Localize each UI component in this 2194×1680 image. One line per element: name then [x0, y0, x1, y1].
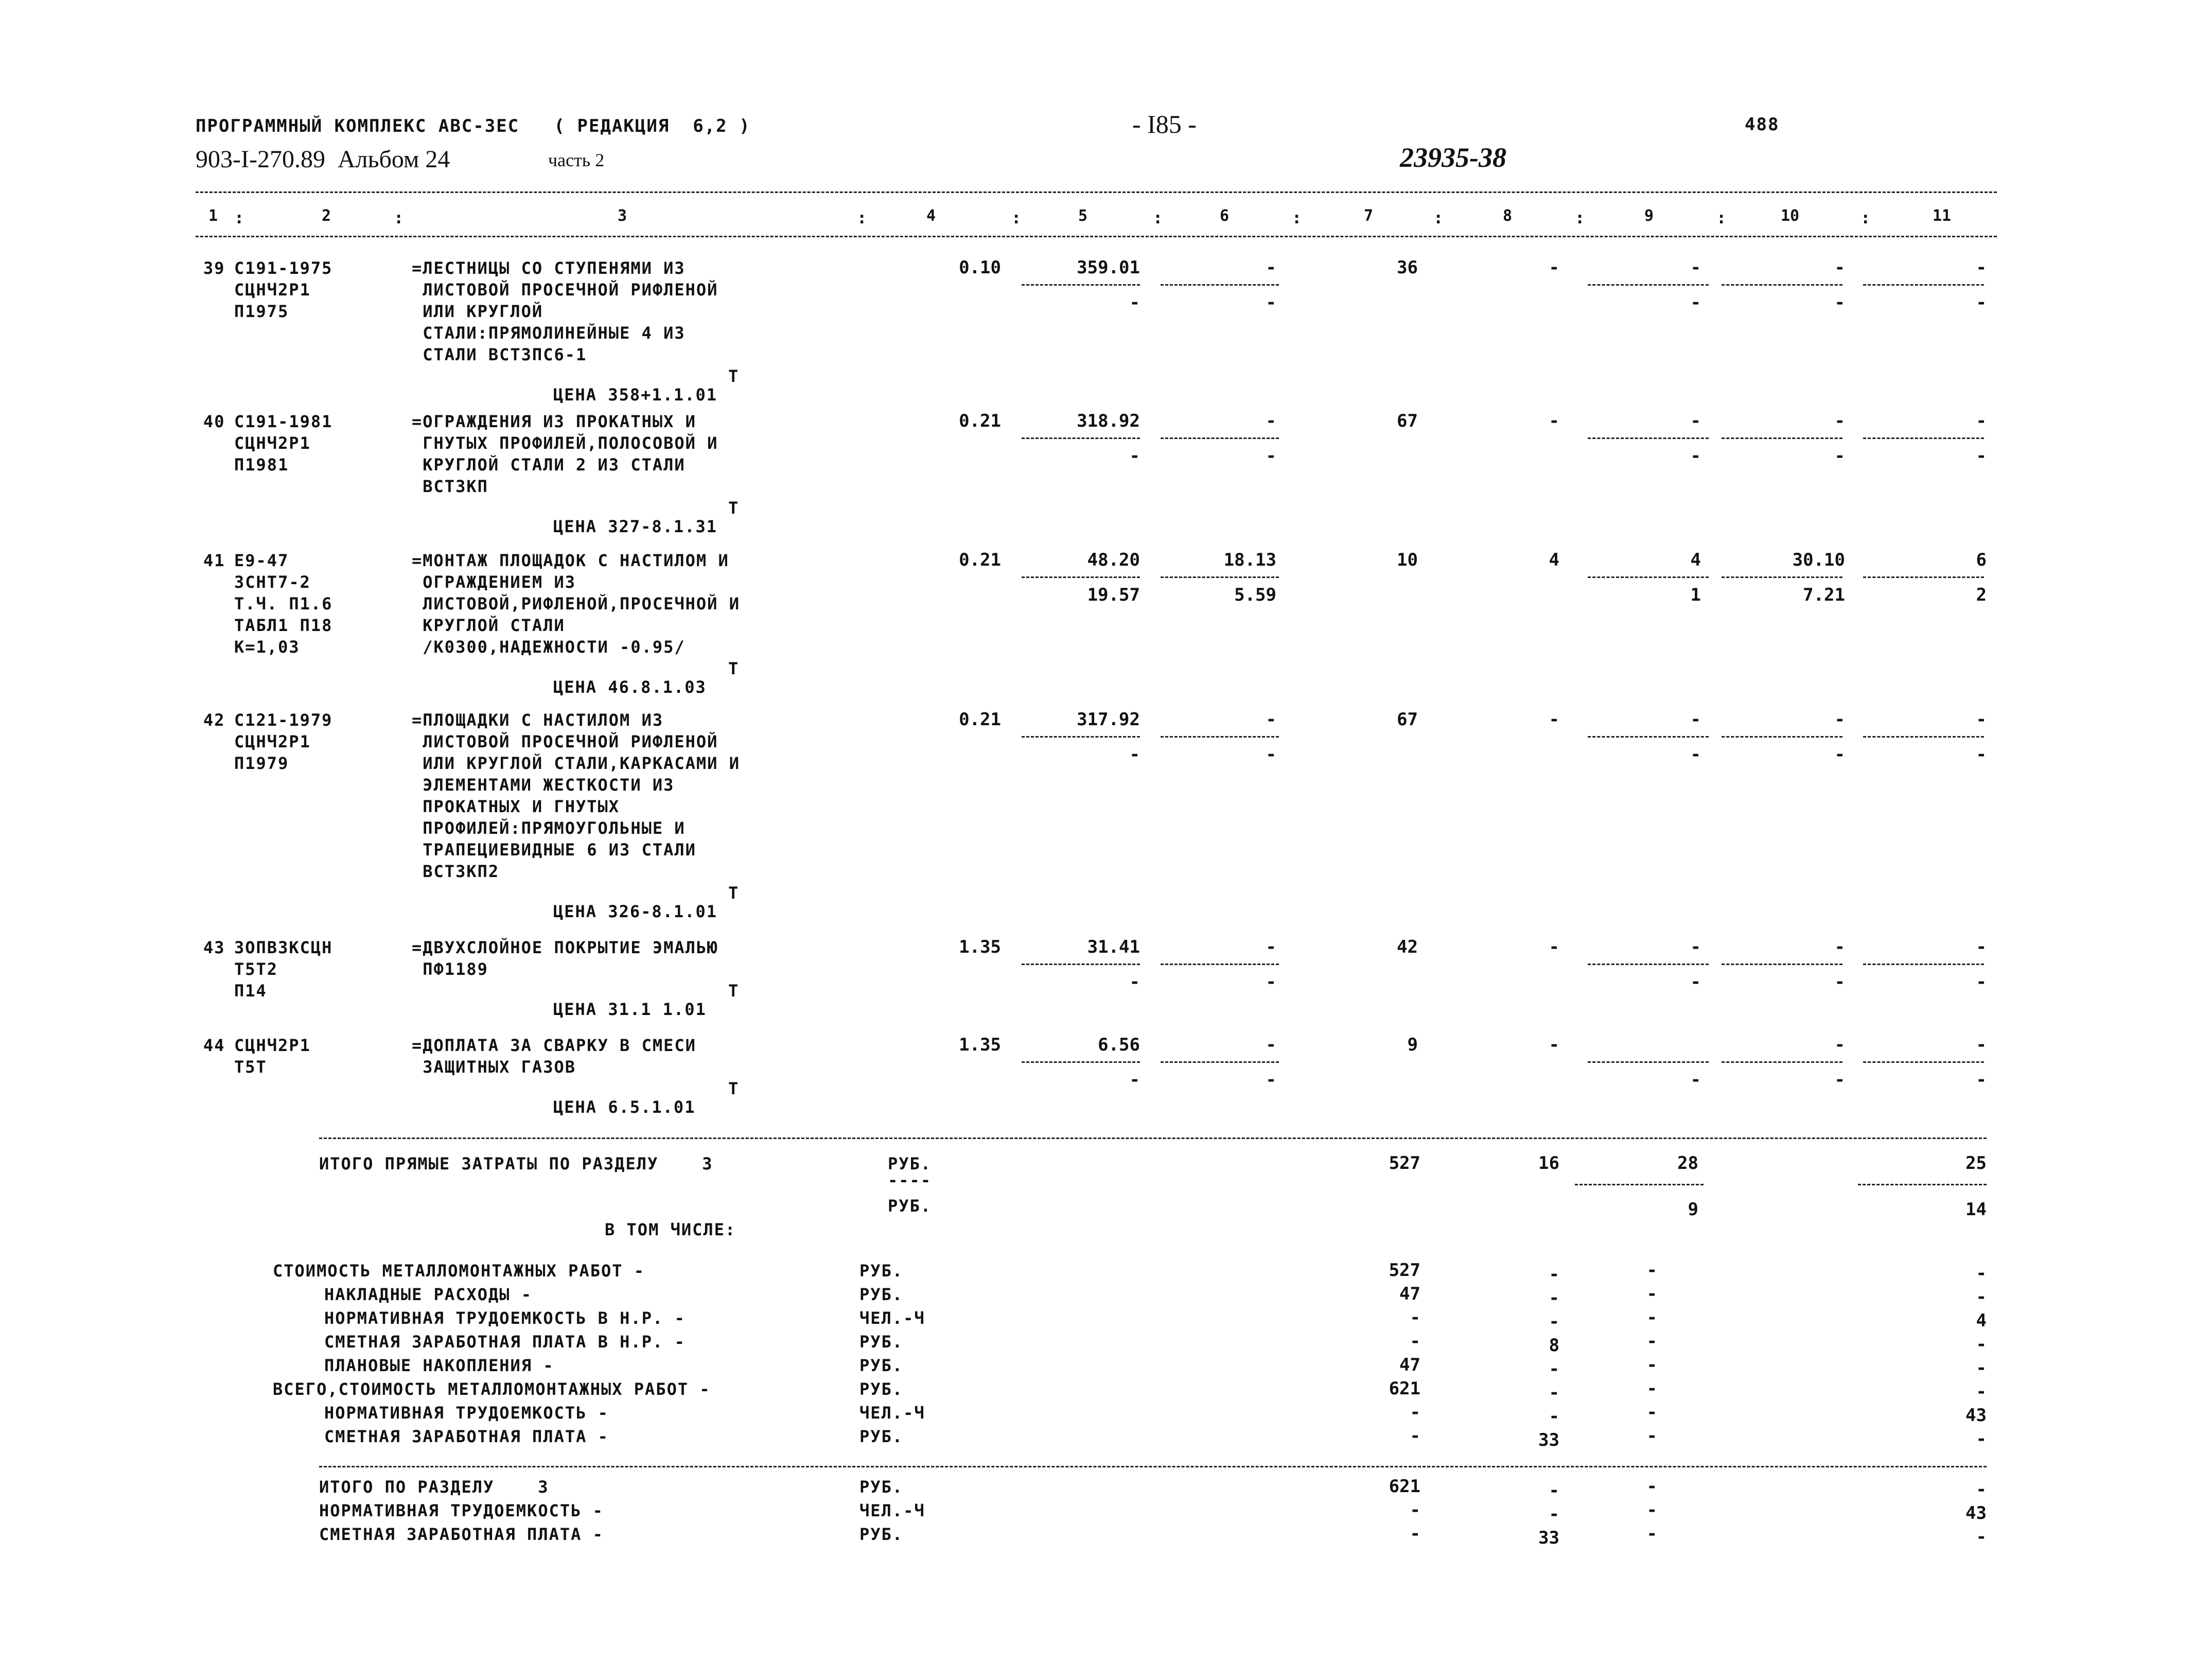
row-c9b: -	[1690, 744, 1701, 765]
summary-top-rule	[319, 1137, 1987, 1139]
value-divider	[1722, 736, 1842, 738]
row-description: ВСТЗКП	[412, 477, 488, 496]
summary-c9: -	[1646, 1260, 1657, 1281]
summary-label: НАКЛАДНЫЕ РАСХОДЫ -	[324, 1285, 533, 1304]
row-qty: 1.35	[959, 937, 1001, 957]
row-c6: -	[1266, 937, 1276, 957]
summary-c11: 4	[1976, 1310, 1987, 1331]
row-qty: 0.21	[959, 709, 1001, 730]
summary-c11: -	[1976, 1263, 1987, 1284]
col-3: 3	[618, 207, 627, 225]
row-c11: -	[1976, 1035, 1987, 1055]
col-9: 9	[1644, 207, 1654, 225]
row-c9b: -	[1690, 292, 1701, 313]
row-code: СЦНЧ2Р1	[234, 732, 311, 751]
value-divider	[1161, 437, 1279, 439]
value-divider	[1161, 736, 1279, 738]
row-description: ИЛИ КРУГЛОЙ	[412, 302, 543, 321]
row-price: ЦЕНА 326-8.1.01	[553, 902, 717, 921]
row-c8: -	[1549, 411, 1559, 431]
row-description: ЗАЩИТНЫХ ГАЗОВ	[412, 1057, 576, 1077]
row-c10: -	[1834, 709, 1845, 730]
row-code: СЦНЧ2Р1	[234, 1036, 311, 1055]
row-c8: -	[1549, 937, 1559, 957]
direct-costs-c7: 527	[1389, 1153, 1420, 1174]
summary-c7: 621	[1389, 1476, 1420, 1497]
row-description: ТРАПЕЦИЕВИДНЫЕ 6 ИЗ СТАЛИ	[412, 840, 696, 860]
summary-c8: -	[1549, 1359, 1559, 1379]
value-divider	[1722, 437, 1842, 439]
row-code: Е9-47	[234, 551, 289, 570]
row-code: П1981	[234, 455, 289, 475]
row-code: ЗСНТ7-2	[234, 572, 311, 592]
table-header-rule	[196, 236, 1997, 237]
doc-number: 23935-38	[1400, 142, 1506, 173]
row-c6b: -	[1266, 744, 1276, 765]
row-description: ПРОКАТНЫХ И ГНУТЫХ	[412, 797, 620, 816]
row-c11: -	[1976, 709, 1987, 730]
col-6: 6	[1220, 207, 1230, 225]
row-price: ЦЕНА 46.8.1.03	[553, 677, 707, 697]
totals-rule	[319, 1466, 1987, 1467]
summary-unit: ЧЕЛ.-Ч	[859, 1308, 925, 1328]
row-description: ВСТЗКП2	[412, 862, 500, 881]
row-c7: 67	[1397, 411, 1418, 431]
value-divider	[1022, 284, 1140, 286]
row-c11: -	[1976, 937, 1987, 957]
row-marker: Т	[728, 366, 740, 386]
row-qty: 0.21	[959, 411, 1001, 431]
col-5: 5	[1078, 207, 1088, 225]
summary-c11: -	[1976, 1479, 1987, 1500]
summary-c9: -	[1646, 1524, 1657, 1544]
row-code: П14	[234, 981, 267, 1001]
row-c5b: -	[1129, 446, 1140, 466]
row-qty: 0.21	[959, 550, 1001, 570]
row-description: ПРОФИЛЕЙ:ПРЯМОУГОЛЬНЫЕ И	[412, 818, 686, 838]
row-marker: Т	[728, 981, 740, 1001]
direct-costs-label: ИТОГО ПРЯМЫЕ ЗАТРАТЫ ПО РАЗДЕЛУ 3	[319, 1154, 713, 1174]
value-divider	[1022, 964, 1140, 965]
row-description: КРУГЛОЙ СТАЛИ 2 ИЗ СТАЛИ	[412, 455, 686, 475]
row-c8: -	[1549, 257, 1559, 278]
row-description: ЛИСТОВОЙ ПРОСЕЧНОЙ РИФЛЕНОЙ	[412, 280, 718, 300]
row-c5b: -	[1129, 1070, 1140, 1090]
summary-c11: 43	[1965, 1405, 1987, 1426]
summary-unit: РУБ.	[859, 1356, 904, 1375]
value-divider	[1161, 284, 1279, 286]
summary-label: СМЕТНАЯ ЗАРАБОТНАЯ ПЛАТА -	[324, 1427, 609, 1446]
direct-costs-c9b: 9	[1688, 1199, 1698, 1220]
summary-unit: РУБ.	[859, 1525, 904, 1544]
value-divider	[1588, 964, 1709, 965]
row-description: КРУГЛОЙ СТАЛИ	[412, 616, 565, 635]
summary-c11: -	[1976, 1358, 1987, 1378]
row-c6b: -	[1266, 446, 1276, 466]
row-price: ЦЕНА 6.5.1.01	[553, 1097, 696, 1117]
row-c9: -	[1690, 709, 1701, 730]
direct-costs-c9: 28	[1677, 1153, 1698, 1174]
row-c6b: 5.59	[1234, 585, 1276, 605]
summary-c8: -	[1549, 1382, 1559, 1403]
row-c10: 30.10	[1792, 550, 1845, 570]
value-divider	[1588, 1061, 1709, 1063]
summary-c11: -	[1976, 1429, 1987, 1449]
value-divider	[1588, 437, 1709, 439]
row-c10b: 7.21	[1803, 585, 1845, 605]
row-number: 41	[203, 551, 225, 570]
summary-c8: -	[1549, 1406, 1559, 1427]
summary-unit: ЧЕЛ.-Ч	[859, 1501, 925, 1520]
summary-label: НОРМАТИВНАЯ ТРУДОЕМКОСТЬ -	[324, 1403, 609, 1423]
row-c5: 6.56	[1098, 1035, 1140, 1055]
summary-label: НОРМАТИВНАЯ ТРУДОЕМКОСТЬ -	[319, 1501, 604, 1520]
row-number: 39	[203, 258, 225, 278]
value-divider	[1722, 284, 1842, 286]
value-divider	[1863, 736, 1984, 738]
row-price: ЦЕНА 358+1.1.01	[553, 385, 717, 405]
summary-c8: -	[1549, 1480, 1559, 1501]
row-c10b: -	[1834, 1070, 1845, 1090]
summary-c8: -	[1549, 1504, 1559, 1525]
col-11: 11	[1933, 207, 1952, 225]
row-number: 42	[203, 710, 225, 730]
summary-label: НОРМАТИВНАЯ ТРУДОЕМКОСТЬ В Н.Р. -	[324, 1308, 686, 1328]
value-divider	[1722, 964, 1842, 965]
row-c5: 317.92	[1077, 709, 1140, 730]
value-divider	[1863, 964, 1984, 965]
direct-costs-c11b: 14	[1965, 1199, 1987, 1220]
row-description: ЛИСТОВОЙ,РИФЛЕНОЙ,ПРОСЕЧНОЙ И	[412, 594, 740, 614]
corner-number: 488	[1745, 114, 1780, 135]
row-c9b: -	[1690, 972, 1701, 992]
col-7: 7	[1364, 207, 1374, 225]
row-c5b: -	[1129, 292, 1140, 313]
album-title: 903-I-270.89 Альбом 24	[196, 146, 450, 173]
value-divider	[1863, 576, 1984, 578]
row-c8: -	[1549, 1035, 1559, 1055]
row-c9: -	[1690, 937, 1701, 957]
summary-unit: РУБ.	[859, 1427, 904, 1446]
col-1: 1	[208, 207, 218, 225]
row-qty: 0.10	[959, 257, 1001, 278]
summary-c7: -	[1410, 1331, 1420, 1352]
table-top-rule	[196, 191, 1997, 193]
row-c9b: -	[1690, 446, 1701, 466]
row-c11b: -	[1976, 744, 1987, 765]
row-description: СТАЛИ ВСТЗПС6-1	[412, 345, 587, 364]
summary-c9: -	[1646, 1378, 1657, 1399]
summary-c11: -	[1976, 1527, 1987, 1547]
value-divider	[1022, 1061, 1140, 1063]
row-code: С191-1981	[234, 412, 333, 431]
row-description: =ОГРАЖДЕНИЯ ИЗ ПРОКАТНЫХ И	[412, 412, 696, 431]
row-c7: 36	[1397, 257, 1418, 278]
summary-label: СМЕТНАЯ ЗАРАБОТНАЯ ПЛАТА -	[319, 1525, 604, 1544]
row-marker: Т	[728, 883, 740, 903]
direct-costs-unit-dash: ----	[888, 1170, 932, 1190]
summary-c8: -	[1549, 1311, 1559, 1332]
row-description: =ПЛОЩАДКИ С НАСТИЛОМ ИЗ	[412, 710, 664, 730]
row-c6b: -	[1266, 1070, 1276, 1090]
row-c10b: -	[1834, 744, 1845, 765]
value-divider	[1588, 576, 1709, 578]
row-c11b: -	[1976, 292, 1987, 313]
row-price: ЦЕНА 327-8.1.31	[553, 517, 717, 536]
col-8: 8	[1503, 207, 1513, 225]
row-code: Т.Ч. П1.6	[234, 594, 333, 614]
summary-c9: -	[1646, 1402, 1657, 1423]
summary-c8: 33	[1538, 1430, 1559, 1450]
row-c11: -	[1976, 411, 1987, 431]
value-divider	[1863, 437, 1984, 439]
row-c5b: 19.57	[1087, 585, 1140, 605]
summary-c7: 621	[1389, 1378, 1420, 1399]
value-divider	[1863, 284, 1984, 286]
row-description: СТАЛИ:ПРЯМОЛИНЕЙНЫЕ 4 ИЗ	[412, 323, 686, 343]
row-c11: 6	[1976, 550, 1987, 570]
row-marker: Т	[728, 498, 740, 518]
row-price: ЦЕНА 31.1 1.01	[553, 1000, 707, 1019]
value-divider	[1161, 964, 1279, 965]
summary-unit: РУБ.	[859, 1477, 904, 1497]
summary-c9: -	[1646, 1500, 1657, 1520]
row-c6: -	[1266, 709, 1276, 730]
row-c5: 31.41	[1087, 937, 1140, 957]
row-qty: 1.35	[959, 1035, 1001, 1055]
row-c9b: 1	[1690, 585, 1701, 605]
summary-c11: -	[1976, 1381, 1987, 1402]
summary-c9: -	[1646, 1307, 1657, 1328]
row-description: ОГРАЖДЕНИЕМ ИЗ	[412, 572, 576, 592]
row-number: 43	[203, 938, 225, 957]
col-10: 10	[1781, 207, 1800, 225]
row-description: ЭЛЕМЕНТАМИ ЖЕСТКОСТИ ИЗ	[412, 775, 675, 795]
summary-c11: -	[1976, 1287, 1987, 1307]
row-c6b: -	[1266, 972, 1276, 992]
summary-c11: -	[1976, 1334, 1987, 1355]
page-number: - I85 -	[1132, 110, 1197, 138]
row-c5: 48.20	[1087, 550, 1140, 570]
row-c7: 67	[1397, 709, 1418, 730]
row-c6: 18.13	[1223, 550, 1276, 570]
row-code: К=1,03	[234, 637, 300, 657]
summary-label: СТОИМОСТЬ МЕТАЛЛОМОНТАЖНЫХ РАБОТ -	[273, 1261, 645, 1281]
row-c10: -	[1834, 411, 1845, 431]
summary-c9: -	[1646, 1426, 1657, 1446]
summary-c7: 47	[1399, 1284, 1420, 1304]
row-description: =ДВУХСЛОЙНОЕ ПОКРЫТИЕ ЭМАЛЬЮ	[412, 938, 718, 957]
row-c11b: -	[1976, 446, 1987, 466]
row-description: =ЛЕСТНИЦЫ СО СТУПЕНЯМИ ИЗ	[412, 258, 686, 278]
row-code: С191-1975	[234, 258, 333, 278]
row-marker: Т	[728, 659, 740, 678]
row-c5: 359.01	[1077, 257, 1140, 278]
row-code: П1979	[234, 754, 289, 773]
value-divider	[1722, 576, 1842, 578]
summary-c8: 33	[1538, 1528, 1559, 1548]
row-code: Т5Т	[234, 1057, 267, 1077]
direct-costs-c8: 16	[1538, 1153, 1559, 1174]
row-c11b: -	[1976, 972, 1987, 992]
summary-unit: РУБ.	[859, 1285, 904, 1304]
summary-label: ВСЕГО,СТОИМОСТЬ МЕТАЛЛОМОНТАЖНЫХ РАБОТ -	[273, 1379, 711, 1399]
row-c7: 10	[1397, 550, 1418, 570]
row-c10b: -	[1834, 292, 1845, 313]
value-divider	[1022, 437, 1140, 439]
row-c11: -	[1976, 257, 1987, 278]
summary-c7: -	[1410, 1307, 1420, 1328]
summary-c9: -	[1646, 1284, 1657, 1304]
including-label: В ТОМ ЧИСЛЕ:	[605, 1220, 736, 1239]
row-code: ТАБЛ1 П18	[234, 616, 333, 635]
row-c8: 4	[1549, 550, 1559, 570]
value-divider	[1722, 1061, 1842, 1063]
row-c6: -	[1266, 1035, 1276, 1055]
summary-c9: -	[1646, 1331, 1657, 1352]
row-marker: Т	[728, 1079, 740, 1098]
row-c6b: -	[1266, 292, 1276, 313]
row-c9b: -	[1690, 1070, 1701, 1090]
value-divider	[1022, 576, 1140, 578]
summary-unit: РУБ.	[859, 1332, 904, 1352]
value-divider	[1022, 736, 1140, 738]
row-code: СЦНЧ2Р1	[234, 433, 311, 453]
row-c7: 42	[1397, 937, 1418, 957]
row-c8: -	[1549, 709, 1559, 730]
row-description: =ДОПЛАТА ЗА СВАРКУ В СМЕСИ	[412, 1036, 696, 1055]
summary-label: ПЛАНОВЫЕ НАКОПЛЕНИЯ -	[324, 1356, 554, 1375]
summary-c8: -	[1549, 1288, 1559, 1308]
row-c5: 318.92	[1077, 411, 1140, 431]
row-description: ЛИСТОВОЙ ПРОСЕЧНОЙ РИФЛЕНОЙ	[412, 732, 718, 751]
row-c11b: 2	[1976, 585, 1987, 605]
row-c9: -	[1690, 257, 1701, 278]
row-code: П1975	[234, 302, 289, 321]
value-divider	[1161, 1061, 1279, 1063]
col-2: 2	[322, 207, 331, 225]
row-description: /К0300,НАДЕЖНОСТИ -0.95/	[412, 637, 686, 657]
summary-c7: -	[1410, 1426, 1420, 1446]
summary-unit: РУБ.	[859, 1261, 904, 1281]
row-c10: -	[1834, 257, 1845, 278]
summary-c8: 8	[1549, 1335, 1559, 1356]
row-description: ИЛИ КРУГЛОЙ СТАЛИ,КАРКАСАМИ И	[412, 754, 740, 773]
summary-c7: -	[1410, 1524, 1420, 1544]
direct-costs-unit-2: РУБ.	[888, 1196, 932, 1216]
summary-label: СМЕТНАЯ ЗАРАБОТНАЯ ПЛАТА В Н.Р. -	[324, 1332, 686, 1352]
row-c9: -	[1690, 411, 1701, 431]
summary-c9: -	[1646, 1355, 1657, 1375]
row-c5b: -	[1129, 972, 1140, 992]
row-number: 44	[203, 1036, 225, 1055]
summary-c7: 527	[1389, 1260, 1420, 1281]
row-code: ЗОПВЗКСЦН	[234, 938, 333, 957]
summary-c11: 43	[1965, 1503, 1987, 1524]
row-c11b: -	[1976, 1070, 1987, 1090]
program-header: ПРОГРАММНЫЙ КОМПЛЕКС АВС-3ЕС ( РЕДАКЦИЯ 6,2 )	[196, 116, 751, 136]
summary-c9: -	[1646, 1476, 1657, 1497]
value-divider	[1863, 1061, 1984, 1063]
summary-c8: -	[1549, 1264, 1559, 1285]
direct-costs-c11: 25	[1965, 1153, 1987, 1174]
value-divider	[1161, 576, 1279, 578]
row-c6: -	[1266, 411, 1276, 431]
row-c10: -	[1834, 937, 1845, 957]
album-part: часть 2	[548, 150, 605, 170]
row-code: С121-1979	[234, 710, 333, 730]
row-description: ГНУТЫХ ПРОФИЛЕЙ,ПОЛОСОВОЙ И	[412, 433, 718, 453]
summary-c7: -	[1410, 1402, 1420, 1423]
row-code: Т5Т2	[234, 959, 278, 979]
value-divider	[1588, 736, 1709, 738]
row-c7: 9	[1407, 1035, 1418, 1055]
summary-unit: ЧЕЛ.-Ч	[859, 1403, 925, 1423]
row-c10b: -	[1834, 446, 1845, 466]
summary-unit: РУБ.	[859, 1379, 904, 1399]
row-c10: -	[1834, 1035, 1845, 1055]
summary-label: ИТОГО ПО РАЗДЕЛУ 3	[319, 1477, 549, 1497]
row-number: 40	[203, 412, 225, 431]
row-code: СЦНЧ2Р1	[234, 280, 311, 300]
row-c6: -	[1266, 257, 1276, 278]
row-c10b: -	[1834, 972, 1845, 992]
row-c9: 4	[1690, 550, 1701, 570]
value-divider	[1588, 284, 1709, 286]
summary-c7: 47	[1399, 1355, 1420, 1375]
row-description: ПФ1189	[412, 959, 488, 979]
summary-c7: -	[1410, 1500, 1420, 1520]
direct-costs-unit: РУБ.	[888, 1154, 932, 1174]
col-4: 4	[926, 207, 936, 225]
row-c5b: -	[1129, 744, 1140, 765]
row-description: =МОНТАЖ ПЛОЩАДОК С НАСТИЛОМ И	[412, 551, 729, 570]
